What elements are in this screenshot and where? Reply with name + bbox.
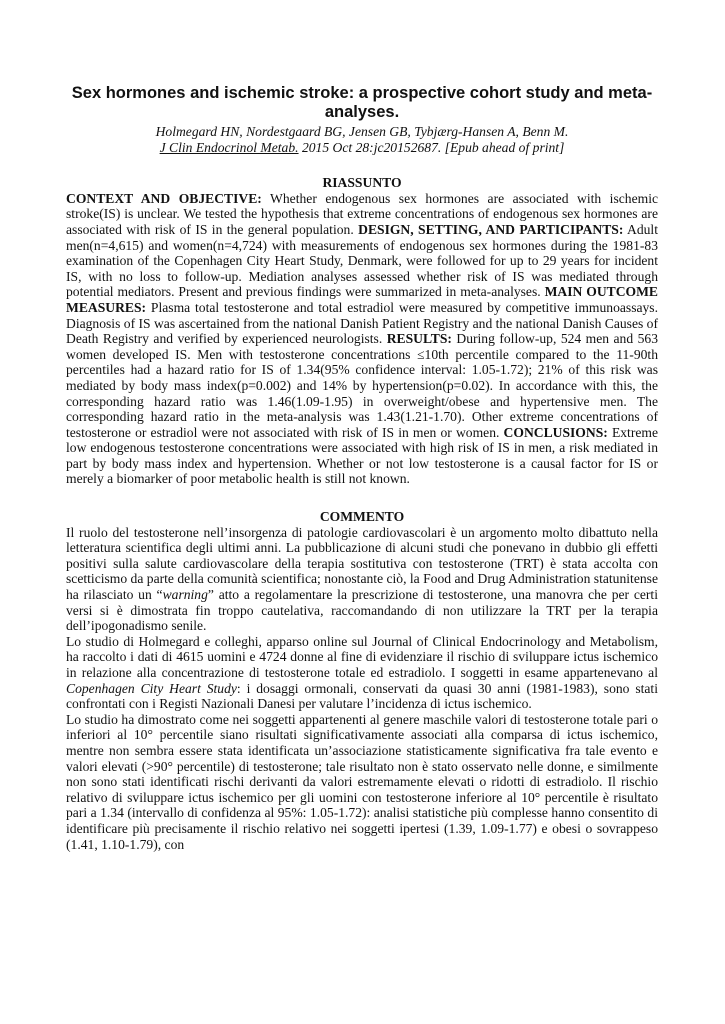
context-label: CONTEXT AND OBJECTIVE: [66, 190, 262, 206]
citation-details: 2015 Oct 28:jc20152687. [Epub ahead of print] [298, 139, 565, 155]
design-text: Adult men(n=4,615) and women(n=4,724) with measurements of endogenous sex hormones during the 1981-83 examination of the Copenhagen City Heart Study, Denmark, were followed for up to 29 years for incident IS, with no loss to follow-up. Mediation analyses assessed whether risk of IS was mediated through potential mediators. Present and previous findings were summarized in meta-analyses. [66, 221, 658, 300]
design-label: DESIGN, SETTING, AND PARTICIPANTS: [358, 221, 624, 237]
abstract-body [66, 191, 658, 487]
outcome-text: Plasma total testosterone and total estradiol were measured by competitive immunoassays. Diagnosis of IS was ascertained from the national Danish Patient Registry and the national Danish Causes of Death Registry and verified by experienced neurologists. [66, 299, 658, 347]
p2-text-a: Lo studio di Holmegard e colleghi, apparso online sul Journal of Clinical Endocrinology and Metabolism, ha raccolto i dati di 4615 uomini e 4724 donne al fine di evidenziare il rischio di sviluppare ictus ischemico in relazione alla concentrazione di testosterone totale ed estradiolo. I soggetti in esame appartenevano al [66, 633, 658, 680]
results-text: During follow-up, 524 men and 563 women developed IS. Men with testosterone concentrations ≤10th percentile compared to the 11-90th percentiles had a hazard ratio for IS of 1.34(95% confidence interval: 1.05-1.72); 21% of this risk was mediated by body mass index(p=0.002) and 14% by hypertension(p=0.02). In accordance with this, the corresponding hazard ratio was 1.46(1.09-1.95) in overweight/obese and hypertensive men. The corresponding hazard ratio in the meta-analysis was 1.43(1.21-1.70). Other extreme concentrations of testosterone or estradiol were not associated with risk of IS in men or women. [66, 331, 658, 440]
riassunto-heading: RIASSUNTO [322, 175, 402, 191]
results-label: RESULTS: [386, 331, 452, 347]
p1-warning: warning [162, 587, 208, 603]
p1-text-b: ” atto a regolamentare la prescrizione di testosterone, una manovra che per certi versi si è dimostrata fin troppo cautelativa, raccomandando di non utilizzare la TRT per la terapia dell’ipogonadismo senile. [66, 587, 658, 634]
article-citation [66, 140, 658, 156]
commento-paragraph-3: Lo studio ha dimostrato come nei soggetti appartenenti al genere maschile valori di testosterone totale pari o inferiori al 10° percentile siano risultati significativamente associati alla comparsa di ictus ischemico, mentre non sembra essere stata identificata un’associazione statisticamente significativa fra tale evento e valori elevati (>90° percentile) di testosterone; tale risultato non è stato osservato nelle donne, e similmente non sono stati identificati rischi derivanti da valori estremamente elevati o ridotti di estradiolo. Il rischio relativo di sviluppare ictus ischemico per gli uomini con testosterone inferiore al 10° percentile è risultato pari a 1.34 (intervallo di confidenza al 95%: 1.05-1.72): analisi statistiche più complesse hanno consentito di identificare più precisamente il rischio relativo nei soggetti ipertesi (1.39, 1.09-1.77) e obesi o sovrappeso (1.41, 1.10-1.79), con [66, 711, 658, 852]
commento-heading: COMMENTO [319, 509, 405, 525]
document-page [66, 84, 658, 852]
conclusions-text: Extreme low endogenous testosterone concentrations were associated with high risk of IS in men, a risk mediated in part by body mass index and hypertension. Whether or not low testosterone is a causal factor for IS or merely a biomarker of poor metabolic health is still not known. [66, 424, 658, 487]
article-title: Sex hormones and ischemic stroke: a prospective cohort study and meta-analyses. [71, 84, 653, 121]
commento-paragraph-1 [66, 525, 658, 634]
conclusions-label: CONCLUSIONS: [503, 424, 608, 440]
article-authors: Holmegard HN, Nordestgaard BG, Jensen GB, Tybjærg-Hansen A, Benn M. [155, 124, 569, 139]
p2-study-name: Copenhagen City Heart Study [66, 680, 237, 696]
commento-paragraph-2 [66, 634, 658, 712]
journal-name: J Clin Endocrinol Metab. [159, 139, 299, 155]
context-text: Whether endogenous sex hormones are associated with ischemic stroke(IS) is unclear. We tested the hypothesis that extreme concentrations of endogenous sex hormones are associated with risk of IS in the general population. [66, 190, 659, 237]
p2-text-b: : i dosaggi ormonali, conservati da quasi 30 anni (1981-1983), sono stati confrontati con i Registi Nazionali Danesi per valutare l’incidenza di ictus ischemico. [66, 680, 658, 712]
p1-text-a: Il ruolo del testosterone nell’insorgenza di patologie cardiovascolari è un argomento molto dibattuto nella letteratura scientifica degli ultimi anni. La pubblicazione di alcuni studi che ponevano in dubbio gli effetti positivi sulla salute cardiovascolare della terapia sostitutiva con testosterone (TRT) è stata accolta con scetticismo da parte della comunità scientifica; nonostante ciò, la Food and Drug Administration statunitense ha rilasciato un “ [66, 524, 658, 603]
outcome-label: MAIN OUTCOME MEASURES: [66, 284, 658, 315]
